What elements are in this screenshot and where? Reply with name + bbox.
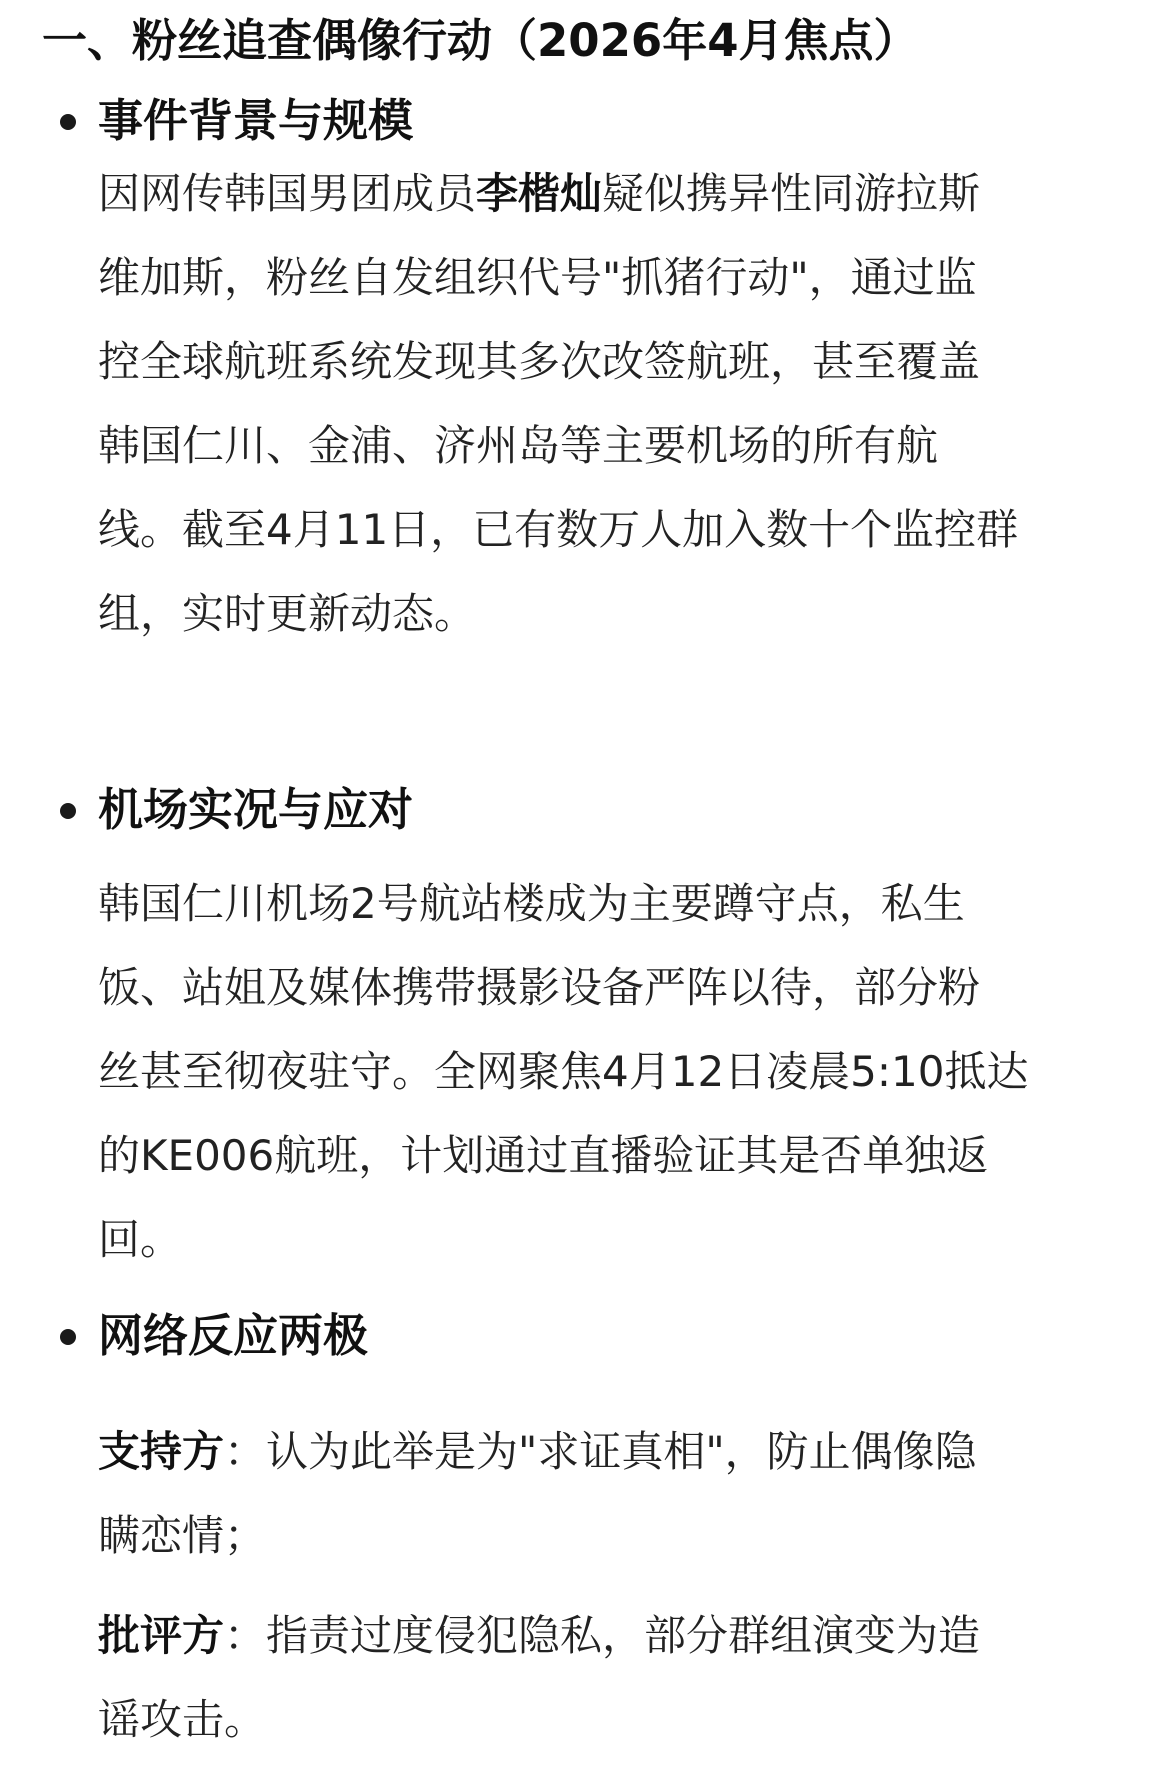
text-run: 因网传韩国男团成员: [98, 169, 477, 218]
bullet-dot: [60, 803, 76, 819]
text-line: 组，实时更新动态。: [98, 589, 477, 638]
text-line: 线。截至4月11日，已有数万人加入数十个监控群: [98, 505, 1019, 554]
support-label: 支持方: [98, 1427, 225, 1476]
text-line: [98, 1594, 1143, 1678]
text-line: 控全球航班系统发现其多次改签航班，甚至覆盖: [98, 337, 981, 386]
critic-opinion: [98, 1594, 1143, 1762]
support-opinion: [98, 1410, 1143, 1578]
label-separator: ：: [224, 1427, 267, 1476]
bullet-dot: [60, 114, 76, 130]
section-body-airport: [98, 862, 1143, 1282]
text-line: 饭、站姐及媒体携带摄影设备严阵以待，部分粉: [98, 963, 981, 1012]
section-title-reaction: 网络反应两极: [98, 1309, 369, 1362]
text-run: 疑似携异性同游拉斯: [602, 169, 981, 218]
text-line: [98, 152, 1143, 236]
section-title-airport: 机场实况与应对: [98, 783, 414, 836]
text-line: 的KE006航班，计划通过直播验证其是否单独返: [98, 1131, 989, 1180]
text-line: 维加斯，粉丝自发组织代号"抓猪行动"，通过监: [98, 253, 977, 302]
text-line: [98, 1410, 1143, 1494]
text-run: 认为此举是为"求证真相"，防止偶像隐: [266, 1427, 977, 1476]
text-line: 韩国仁川、金浦、济州岛等主要机场的所有航: [98, 421, 939, 470]
text-line: 回。: [98, 1215, 183, 1264]
section-body-background: [98, 152, 1143, 656]
label-separator: ：: [224, 1611, 267, 1660]
section-title-background: 事件背景与规模: [98, 94, 414, 147]
text-run: 指责过度侵犯隐私，部分群组演变为造: [266, 1611, 981, 1660]
idol-name: 李楷灿: [476, 169, 603, 218]
text-line: 丝甚至彻夜驻守。全网聚焦4月12日凌晨5:10抵达: [98, 1047, 1029, 1096]
text-line: 瞒恋情；: [98, 1511, 267, 1560]
text-line: 韩国仁川机场2号航站楼成为主要蹲守点，私生: [98, 879, 965, 928]
critic-label: 批评方: [98, 1611, 225, 1660]
text-line: 谣攻击。: [98, 1695, 267, 1744]
page-title: 一、粉丝追查偶像行动（2026年4月焦点）: [42, 14, 919, 67]
bullet-dot: [60, 1329, 76, 1345]
